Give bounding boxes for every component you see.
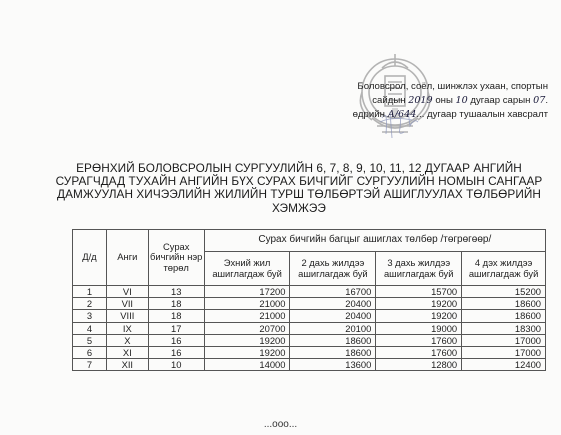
cell-fee-year-3: 17600 [376,334,462,346]
table-row [73,359,546,371]
cell-fee-year-1: 20700 [204,322,290,334]
cell-fee-year-2: 20400 [290,310,376,322]
header-year-3: 3 дахь жилдээ ашиглагдаж буй [376,252,462,286]
annex-day-label: өдрийн [352,109,385,120]
cell-fee-year-1: 19200 [204,334,290,346]
cell-fee-year-3: 15700 [376,286,462,298]
cell-fee-year-4: 12400 [462,359,546,371]
table-row [73,322,546,334]
cell-fee-year-4: 17000 [462,334,546,346]
header-no: Д/д [73,230,107,286]
annex-period: . [545,95,548,106]
annex-line-1 [286,80,548,94]
cell-types: 10 [148,359,204,371]
annex-line-2 [286,94,548,108]
annex-ministry: Боловсрол, соёл, шинжлэх ухаан, спортын [357,81,548,92]
document-title: ЕРӨНХИЙ БОЛОВСРОЛЫН СУРГУУЛИЙН 6, 7, 8, 9, 10, 11, 12 ДУГААР АНГИЙН СУРАГЧДАД ТУХАЙН АНГИЙН БҮХ СУРАХ БИЧГИЙГ СУРГУУЛИЙН НОМЫН САНГААР ДАМЖУУЛАН ХИЧЭЭЛИЙН ЖИЛИЙН ТУРШ ТӨЛБӨРТЭЙ АШИГЛУУЛАХ ТӨЛБӨРИЙН ХЭМЖЭЭ [55,161,543,215]
fee-table [72,229,546,371]
cell-fee-year-2: 20100 [290,322,376,334]
cell-grade: IX [106,322,148,334]
annex-year: 2019 [408,95,433,106]
cell-fee-year-4: 15200 [462,286,546,298]
cell-no: 4 [73,322,107,334]
table-row [73,334,546,346]
cell-grade: X [106,334,148,346]
cell-fee-year-3: 17600 [376,346,462,358]
cell-fee-year-2: 20400 [290,298,376,310]
cell-grade: VIII [106,310,148,322]
cell-fee-year-3: 12800 [376,359,462,371]
cell-fee-year-1: 21000 [204,298,290,310]
header-fee-group: Сурах бичгийн багцыг ашиглах төлбөр /төгрөгөөр/ [204,230,545,252]
cell-no: 5 [73,334,107,346]
cell-fee-year-1: 17200 [204,286,290,298]
cell-fee-year-3: 19200 [376,310,462,322]
cell-types: 16 [148,346,204,358]
annex-minister-label: сайдын [372,95,406,106]
table-row [73,298,546,310]
header-year-1: Эхний жил ашиглагдаж буй [204,252,290,286]
annex-line-3 [286,108,548,122]
cell-fee-year-2: 18600 [290,334,376,346]
header-year-4: 4 дэх жилдээ ашиглагдаж буй [462,252,546,286]
cell-types: 13 [148,286,204,298]
cell-fee-year-4: 18600 [462,310,546,322]
cell-fee-year-4: 17000 [462,346,546,358]
table-row [73,310,546,322]
end-marker: ...ooo... [263,419,298,430]
cell-fee-year-3: 19200 [376,298,462,310]
annex-month: 10 [455,95,468,106]
cell-grade: VI [106,286,148,298]
annex-order-number: А/644 [387,109,417,120]
header-textbook-types: Сурах бичгийн нэр төрөл [148,230,204,286]
cell-grade: VII [106,298,148,310]
cell-fee-year-2: 13600 [290,359,376,371]
cell-fee-year-2: 16700 [290,286,376,298]
cell-grade: XII [106,359,148,371]
cell-no: 6 [73,346,107,358]
table-row [73,346,546,358]
cell-fee-year-4: 18600 [462,298,546,310]
cell-no: 3 [73,310,107,322]
cell-fee-year-1: 14000 [204,359,290,371]
cell-fee-year-1: 19200 [204,346,290,358]
annex-order-label: ... дугаар тушаалын хавсралт [416,109,548,120]
header-grade: Анги [106,230,148,286]
cell-no: 7 [73,359,107,371]
header-year-2: 2 дахь жилдээ ашиглагдаж буй [290,252,376,286]
cell-fee-year-1: 21000 [204,310,290,322]
table-row [73,286,546,298]
cell-fee-year-3: 19000 [376,322,462,334]
cell-grade: XI [106,346,148,358]
cell-fee-year-2: 18600 [290,346,376,358]
cell-no: 2 [73,298,107,310]
cell-types: 16 [148,334,204,346]
annex-month-label: дугаар сарын [470,95,531,106]
cell-types: 18 [148,310,204,322]
annex-day: 07 [533,95,546,106]
cell-fee-year-4: 18300 [462,322,546,334]
cell-no: 1 [73,286,107,298]
cell-types: 18 [148,298,204,310]
cell-types: 17 [148,322,204,334]
annex-year-label: оны [435,95,453,106]
annex-reference [286,80,548,122]
